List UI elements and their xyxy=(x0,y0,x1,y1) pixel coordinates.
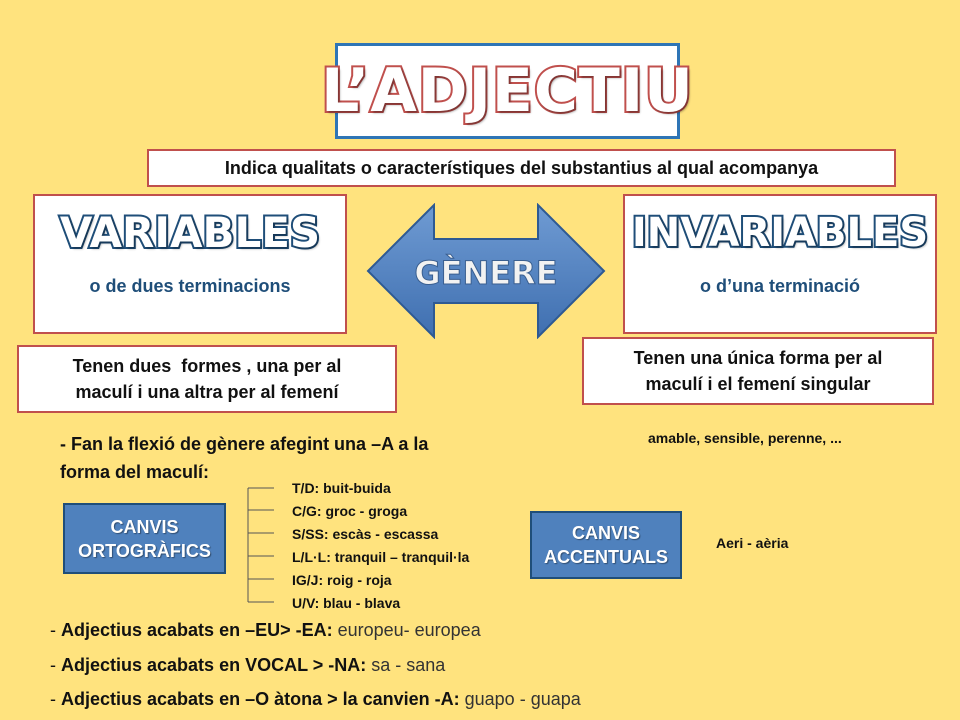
ortografic-item: T/D: buit-buida xyxy=(292,480,391,496)
variables-subheading: o de dues terminacions xyxy=(89,276,291,296)
invariables-examples: amable, sensible, perenne, ... xyxy=(648,430,842,446)
canvis-accentuals-example: Aeri - aèria xyxy=(716,535,789,551)
canvis-ortografics-box xyxy=(63,503,226,574)
variables-description-line2: maculí i una altra per al femení xyxy=(75,382,339,402)
rule-example: sa - sana xyxy=(366,655,446,675)
flexion-text xyxy=(60,430,428,486)
invariables-description-line1: Tenen una única forma per al xyxy=(633,348,883,368)
invariables-heading: INVARIABLES xyxy=(631,210,929,256)
canvis-accentuals-box xyxy=(530,511,682,579)
variables-description-line1: Tenen dues formes , una per al xyxy=(72,356,342,376)
invariables-description xyxy=(582,337,934,405)
flexion-line1: - Fan la flexió de gènere afegint una –A a la xyxy=(60,434,429,454)
ortografic-item: S/SS: escàs - escassa xyxy=(292,526,439,542)
subtitle-text: Indica qualitats o característiques del substantius al qual acompanya xyxy=(224,157,819,178)
variables-description xyxy=(17,345,397,413)
rule-prefix: - xyxy=(50,620,61,640)
variables-heading: VARIABLES xyxy=(59,208,321,257)
rule-line xyxy=(50,620,481,641)
canvis-ortografics-line1: CANVIS xyxy=(110,516,179,537)
invariables-subheading: o d’una terminació xyxy=(699,276,861,296)
rule-prefix: - xyxy=(50,689,61,709)
invariables-box xyxy=(623,194,937,334)
canvis-ortografics-line2: ORTOGRÀFICS xyxy=(78,540,211,561)
canvis-accentuals-line1: CANVIS xyxy=(571,523,640,543)
arrow-label: GÈNERE xyxy=(414,254,558,292)
subtitle-box xyxy=(147,149,896,187)
title-box xyxy=(321,43,694,139)
ortografic-item: U/V: blau - blava xyxy=(292,595,401,611)
rule-text: Adjectius acabats en –O àtona > la canvien -A: xyxy=(61,689,460,709)
ortografic-item: L/L·L: tranquil – tranquil·la xyxy=(292,549,470,565)
flexion-line2: forma del maculí: xyxy=(60,462,210,482)
ortografic-item: IG/J: roig - roja xyxy=(292,572,392,588)
variables-box xyxy=(33,194,347,334)
rule-example: guapo - guapa xyxy=(459,689,581,709)
ortografic-item: C/G: groc - groga xyxy=(292,503,408,519)
rule-prefix: - xyxy=(50,655,61,675)
rule-text: Adjectius acabats en VOCAL > -NA: xyxy=(61,655,367,675)
rule-text: Adjectius acabats en –EU> -EA: xyxy=(61,620,333,640)
invariables-description-line2: maculí i el femení singular xyxy=(645,374,871,394)
canvis-accentuals-line2: ACCENTUALS xyxy=(544,547,668,567)
rule-example: europeu- europea xyxy=(332,620,481,640)
bracket-lines xyxy=(246,486,276,604)
double-arrow-icon xyxy=(366,203,606,339)
rule-line xyxy=(50,689,581,710)
rule-line xyxy=(50,655,445,676)
page-title: L’ADJECTIU xyxy=(321,56,694,126)
